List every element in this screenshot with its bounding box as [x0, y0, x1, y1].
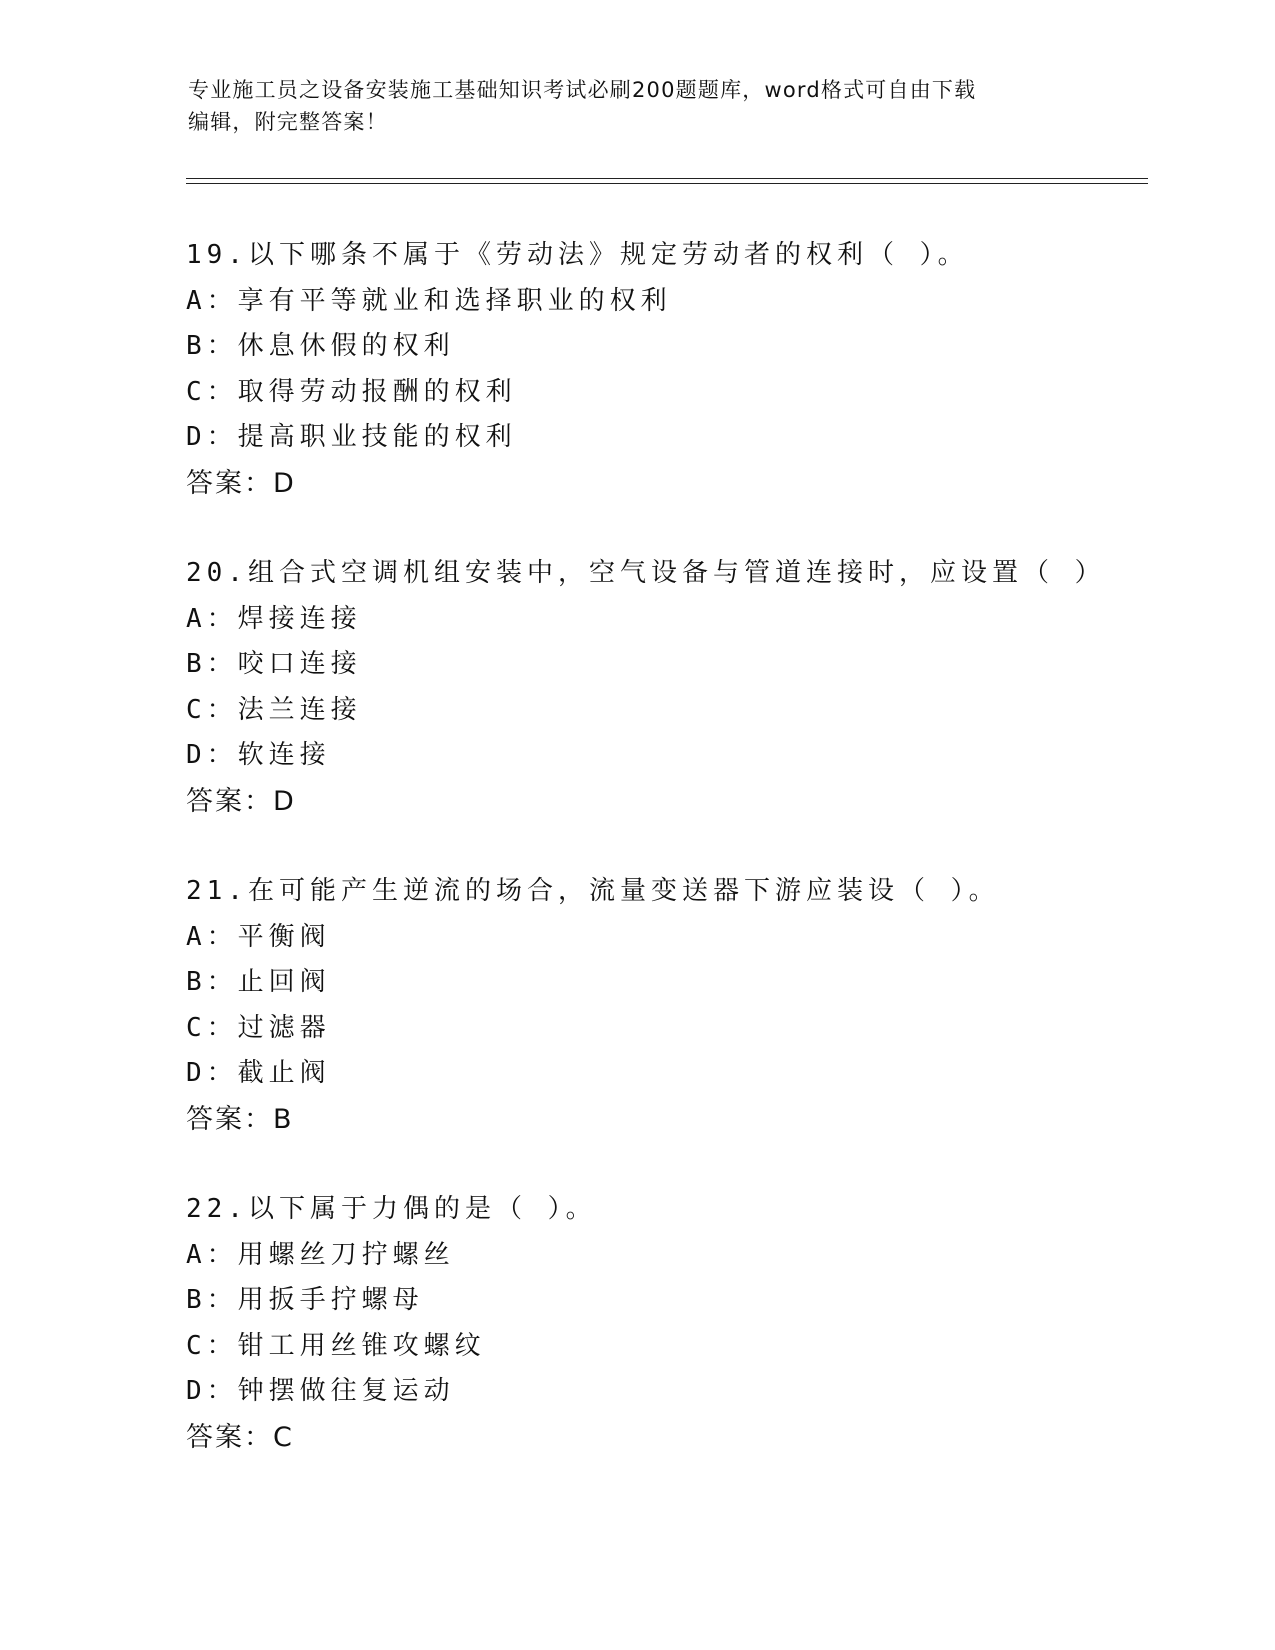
question-22 [186, 1187, 1146, 1460]
question-19 [186, 233, 1146, 506]
document-header [188, 74, 1068, 138]
question-text: 19.以下哪条不属于《劳动法》规定劳动者的权利（ ）。 [186, 240, 969, 270]
header-line-1: 专业施工员之设备安装施工基础知识考试必刷200题题库，word格式可自由下载 [188, 78, 977, 102]
answer: 答案：D [186, 467, 296, 499]
option-c: C：法兰连接 [186, 694, 362, 725]
header-line-2: 编辑，附完整答案！ [188, 110, 388, 134]
option-c: C：钳工用丝锥攻螺纹 [186, 1330, 486, 1361]
question-21 [186, 869, 1146, 1142]
option-b: B：休息休假的权利 [186, 331, 455, 361]
option-d: D：钟摆做往复运动 [186, 1376, 455, 1406]
option-a: A：焊接连接 [186, 603, 362, 634]
option-d: D：截止阀 [186, 1058, 331, 1088]
option-b: B：咬口连接 [186, 649, 362, 679]
question-text: 22.以下属于力偶的是（ ）。 [186, 1194, 597, 1224]
option-b: B：止回阀 [186, 967, 331, 997]
option-b: B：用扳手拧螺母 [186, 1285, 424, 1315]
question-20 [186, 551, 1146, 824]
header-divider-top [186, 178, 1148, 179]
question-text: 21.在可能产生逆流的场合，流量变送器下游应装设（ ）。 [186, 876, 1000, 906]
answer: 答案：C [186, 1421, 294, 1453]
option-d: D：提高职业技能的权利 [186, 422, 517, 452]
option-c: C：取得劳动报酬的权利 [186, 376, 517, 407]
answer: 答案：D [186, 785, 296, 817]
question-text: 20.组合式空调机组安装中，空气设备与管道连接时，应设置（ ） [186, 558, 1106, 588]
option-d: D：软连接 [186, 740, 331, 770]
option-c: C：过滤器 [186, 1012, 331, 1043]
header-divider-bottom [186, 183, 1148, 184]
answer: 答案：B [186, 1103, 294, 1135]
option-a: A：平衡阀 [186, 921, 331, 952]
option-a: A：用螺丝刀拧螺丝 [186, 1239, 455, 1270]
option-a: A：享有平等就业和选择职业的权利 [186, 285, 672, 316]
